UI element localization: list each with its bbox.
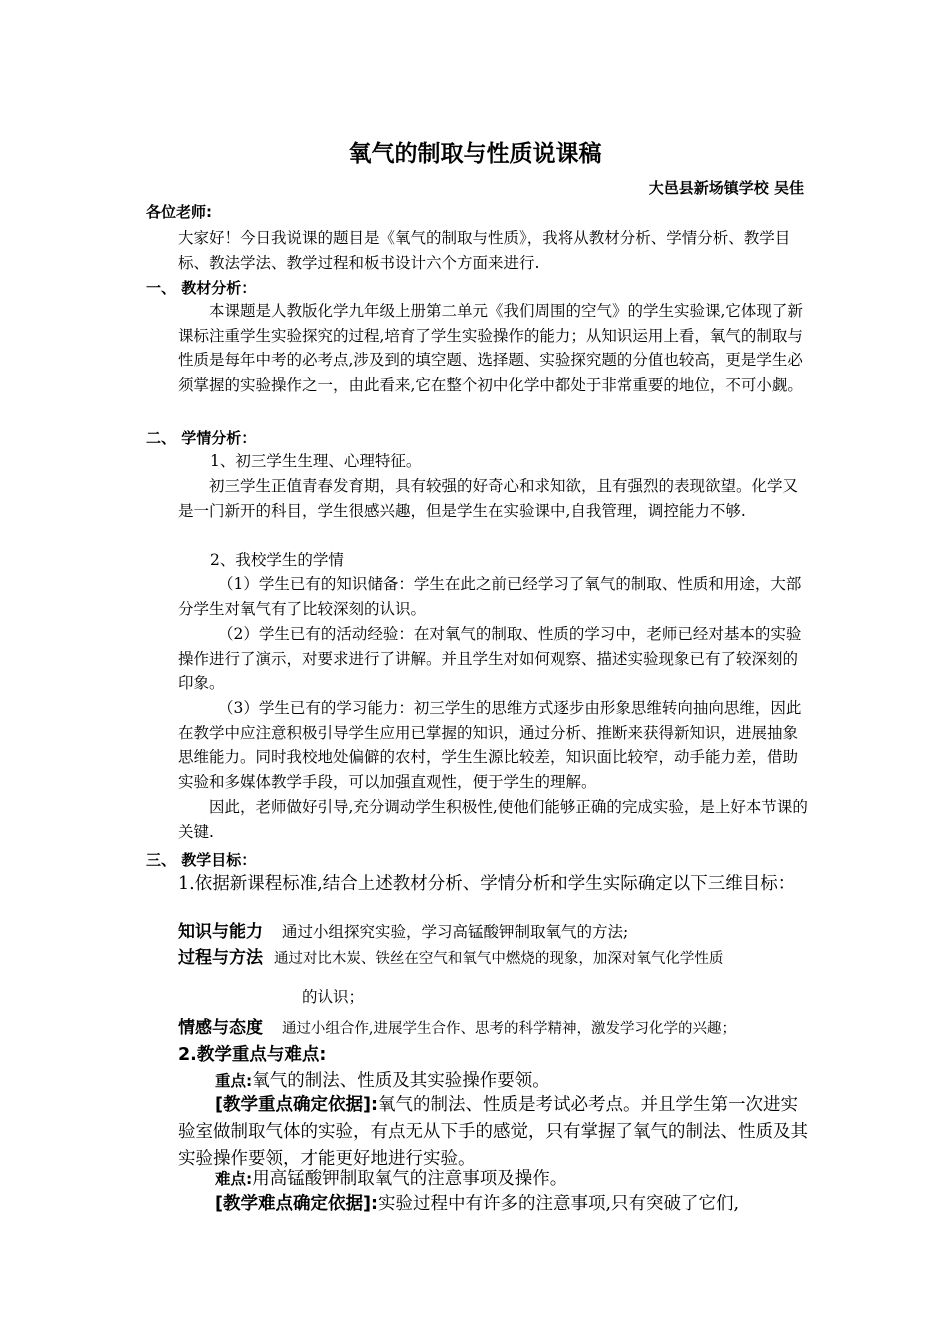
difficult-point-basis-text: 实验过程中有许多的注意事项,只有突破了它们, xyxy=(378,1194,740,1214)
key-point-label: 重点: xyxy=(215,1072,253,1090)
goal-process-text: 通过对比木炭、铁丝在空气和氧气中燃烧的现象，加深对氧气化学性质 xyxy=(273,951,724,967)
section2-item3: （3）学生已有的学习能力：初三学生的思维方式逐步由形象思维转向抽向思维，因此在教学中应注意积极引导学生应用已掌握的知识，通过分析、推断来获得新知识，进展抽象思维能力。同时我校地处偏僻的农村，学生生源比较差，知识面比较窄，动手能力差，借助实验和多媒体教学手段，可以加强直观性，便于学生的理解。 xyxy=(178,699,802,791)
key-point-basis-text: 氧气的制法、性质是考试必考点。并且学生第一次进实验室做制取气体的实验，有点无从下手的感觉，只有掌握了氧气的制法、性质及其实验操作要领，才能更好地进行实验。 xyxy=(178,1095,808,1169)
key-point xyxy=(215,1068,550,1095)
section2-conclusion: 因此，老师做好引导,充分调动学生积极性,使他们能够正确的完成实验，是上好本节课的关键. xyxy=(178,798,808,841)
difficult-point xyxy=(215,1166,567,1193)
section-heading-1: 一、 教材分析： xyxy=(146,279,257,297)
section1-paragraph: 本课题是人教版化学九年级上册第二单元《我们周围的空气》的学生实验课,它体现了新课标注重学生实验探究的过程,培育了学生实验操作的能力；从知识运用上看，氧气的制取与性质是每年中考的必考点,涉及到的填空题、选择题、实验探究题的分值也较高，更是学生必须掌握的实验操作之一，由此看来,它在整个初中化学中都处于非常重要的地位，不可小觑。 xyxy=(178,302,803,394)
difficult-point-label: 难点: xyxy=(215,1170,253,1188)
difficult-point-basis xyxy=(215,1191,739,1218)
goal-emotion-label: 情感与态度 xyxy=(178,1018,263,1038)
section-heading-3: 三、 教学目标： xyxy=(146,851,257,869)
difficult-point-basis-label: [教学难点确定依据]: xyxy=(215,1194,378,1214)
section2-sub2: 2、我校学生的学情 xyxy=(210,551,344,569)
key-point-text: 氧气的制法、性质及其实验操作要领。 xyxy=(252,1071,550,1091)
key-point-basis-label: [教学重点确定依据]: xyxy=(215,1095,378,1115)
greeting: 各位老师: xyxy=(146,203,212,221)
intro-paragraph xyxy=(178,226,818,275)
section2-sub1: 1、初三学生生理、心理特征。 xyxy=(210,452,422,470)
goal-knowledge xyxy=(178,920,628,945)
intro-text: 大家好！今日我说课的题目是《氧气的制取与性质》，我将从教材分析、学情分析、教学目标、教法学法、教学过程和板书设计六个方面来进行. xyxy=(178,229,791,272)
section-heading-2: 二、 学情分析： xyxy=(146,429,257,447)
goal-knowledge-label: 知识与能力 xyxy=(178,922,263,942)
section3-item1: 1.依据新课程标准,结合上述教材分析、学情分析和学生实际确定以下三维目标： xyxy=(178,874,796,894)
section2-item1: （1）学生已有的知识储备：学生在此之前已经学习了氧气的制取、性质和用途，大部分学生对氧气有了比较深刻的认识。 xyxy=(178,575,802,618)
difficult-point-text: 用高锰酸钾制取氧气的注意事项及操作。 xyxy=(252,1169,568,1189)
section3-item2: 2.教学重点与难点: xyxy=(178,1045,327,1065)
goal-knowledge-text: 通过小组探究实验，学习高锰酸钾制取氧气的方法; xyxy=(281,923,629,941)
goal-process-continued: 的认识； xyxy=(302,988,365,1006)
section2-item2: （2）学生已有的活动经验：在对氧气的制取、性质的学习中，老师已经对基本的实验操作进行了演示，对要求进行了讲解。并且学生对如何观察、描述实验现象已有了较深刻的印象。 xyxy=(178,625,802,692)
goal-process-label: 过程与方法 xyxy=(178,948,263,968)
key-point-basis xyxy=(178,1092,810,1173)
page-title: 氧气的制取与性质说课稿 xyxy=(348,141,602,167)
author-line: 大邑县新场镇学校 吴佳 xyxy=(648,179,804,197)
goal-process xyxy=(178,946,723,972)
goal-emotion xyxy=(178,1016,736,1042)
goal-emotion-text: 通过小组合作,进展学生合作、思考的科学精神，激发学习化学的兴趣； xyxy=(281,1021,737,1037)
section2-para1: 初三学生正值青春发育期，具有较强的好奇心和求知欲，且有强烈的表现欲望。化学又是一门新开的科目，学生很感兴趣，但是学生在实验课中,自我管理，调控能力不够. xyxy=(178,477,799,520)
